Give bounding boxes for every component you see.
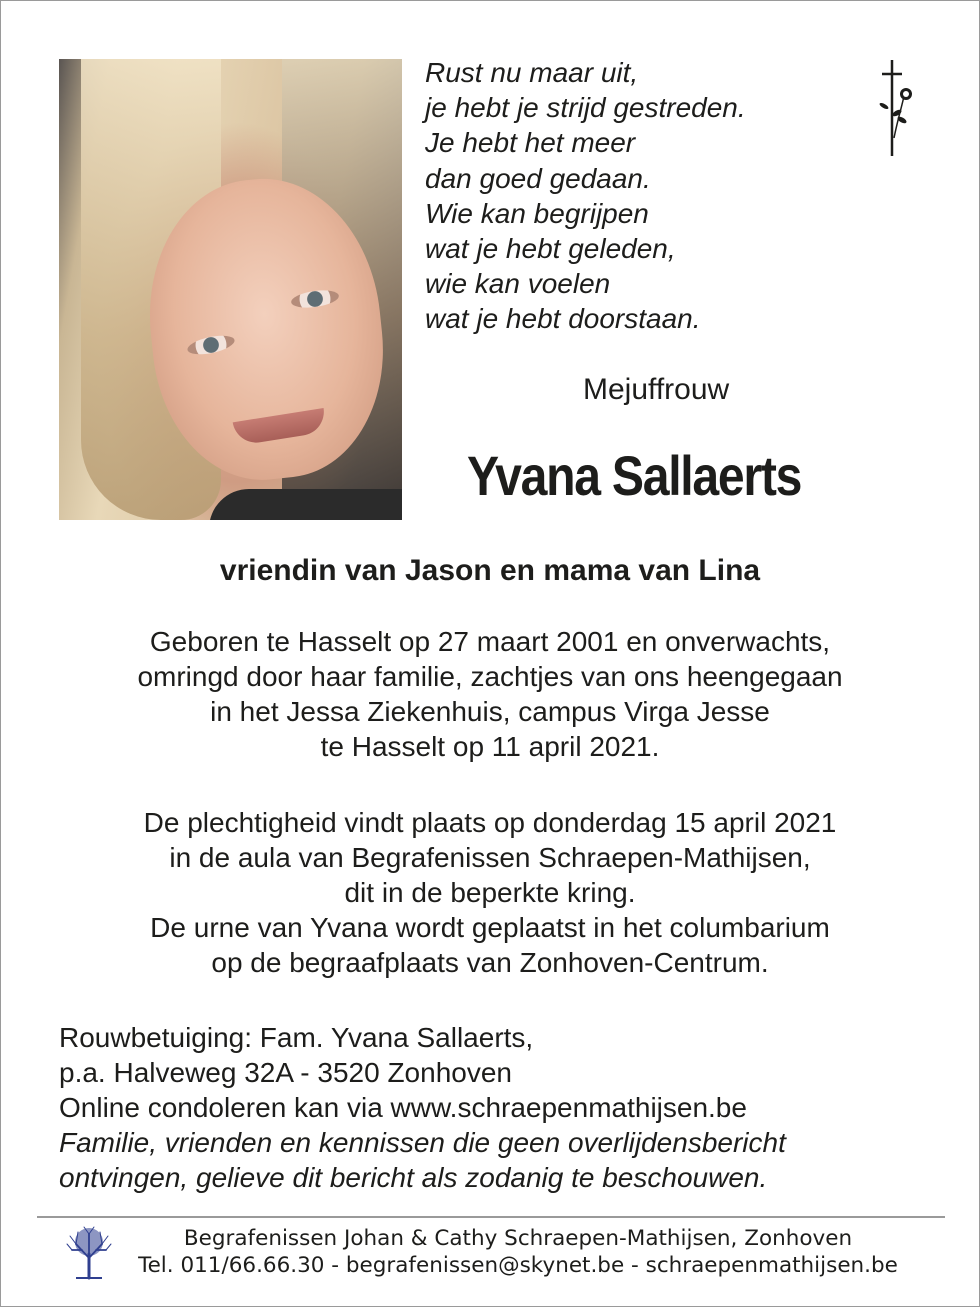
poem-line: Wie kan begrijpen [425,197,649,229]
poem [425,55,746,337]
poem-line: wat je hebt doorstaan. [425,303,701,335]
poem-line: je hebt je strijd gestreden. [425,92,746,124]
paragraph-line: dit in de beperkte kring. [344,877,636,908]
notice-line: ontvingen, gelieve dit bericht als zodanig te beschouwen. [59,1162,768,1193]
address-line: p.a. Halveweg 32A - 3520 Zonhoven [59,1057,512,1088]
condolence-line: Rouwbetuiging: Fam. Yvana Sallaerts, [59,1022,534,1053]
paragraph-line: De urne van Yvana wordt geplaatst in het columbarium [150,912,830,943]
cross-with-rose-icon [872,58,920,158]
notice-line: Familie, vrienden en kennissen die geen overlijdensbericht [59,1127,786,1158]
title-prefix: Mejuffrouw [583,373,730,406]
paragraph-line: De plechtigheid vindt plaats op donderdag 15 april 2021 [143,807,837,838]
footer-divider [37,1216,945,1218]
paragraph-line: in het Jessa Ziekenhuis, campus Virga Jesse [210,696,770,727]
poem-line: Rust nu maar uit, [425,57,639,88]
funeral-home-name: Begrafenissen Johan & Cathy Schraepen-Mathijsen, Zonhoven [183,1226,853,1251]
paragraph-line: Geboren te Hasselt op 27 maart 2001 en onverwachts, [149,626,831,657]
paragraph-line: in de aula van Begrafenissen Schraepen-Mathijsen, [169,842,811,873]
portrait-photo [59,59,402,520]
tree-logo-icon [64,1224,114,1280]
birth-death-paragraph [0,624,980,764]
contact-block [59,1020,786,1195]
poem-line: wie kan voelen [425,268,611,300]
ceremony-paragraph [0,805,980,980]
paragraph-line: te Hasselt op 11 april 2021. [320,731,660,762]
online-condolence-line: Online condoleren kan via www.schraepenmathijsen.be [59,1092,747,1123]
relation-line: vriendin van Jason en mama van Lina [219,554,761,587]
poem-line: dan goed gedaan. [425,162,651,194]
poem-line: wat je hebt geleden, [425,233,676,265]
paragraph-line: op de begraafplaats van Zonhoven-Centrum. [211,947,769,978]
deceased-name: Yvana Sallaerts [467,444,802,507]
poem-line: Je hebt het meer [425,127,636,159]
paragraph-line: omringd door haar familie, zachtjes van ons heengegaan [137,661,843,692]
funeral-home-contact: Tel. 011/66.66.30 - begrafenissen@skynet.be - schraepenmathijsen.be [138,1253,898,1278]
